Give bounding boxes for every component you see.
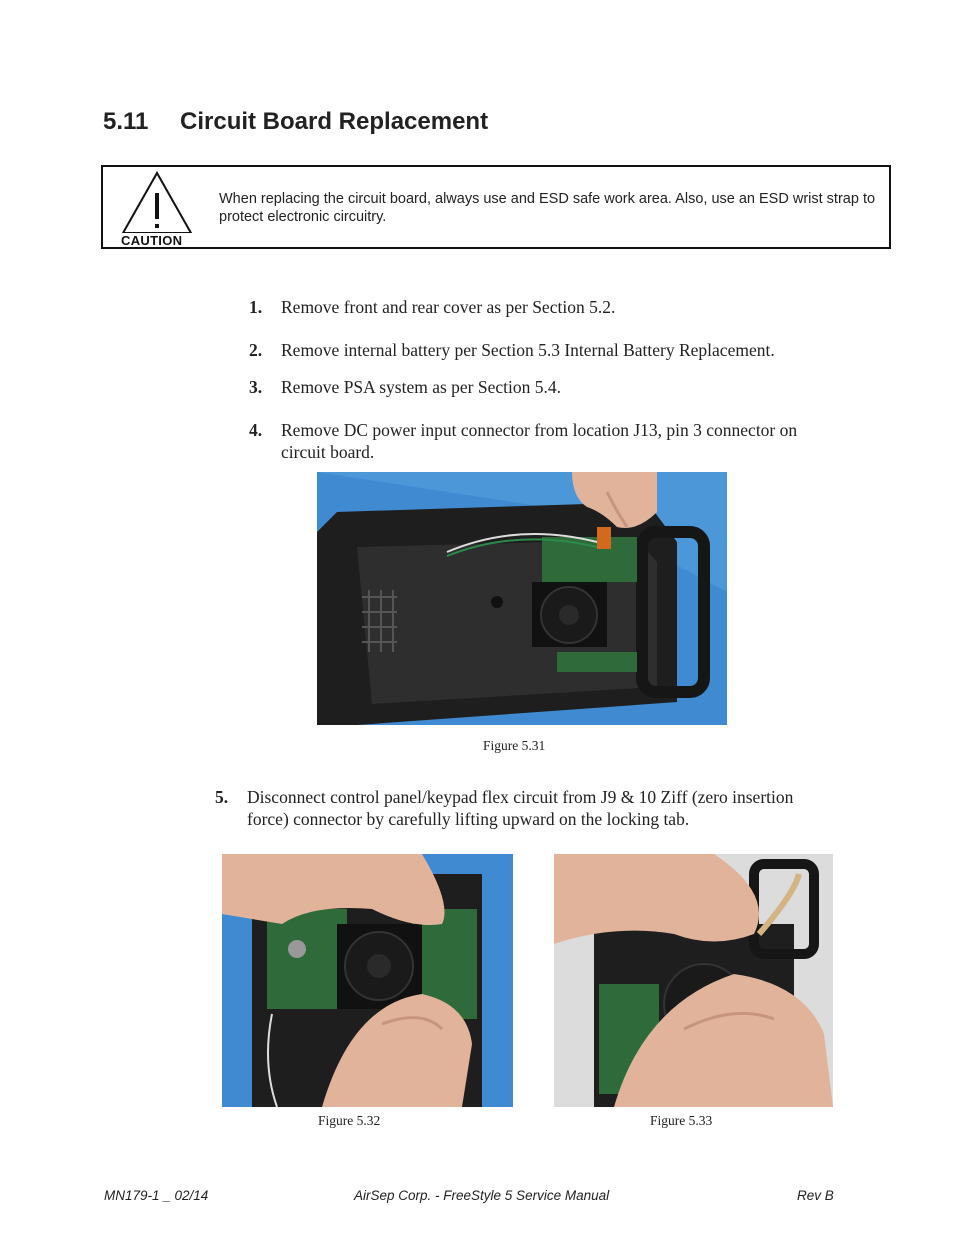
step-number: 4.	[249, 420, 263, 440]
footer-title: AirSep Corp. - FreeStyle 5 Service Manual	[354, 1188, 610, 1203]
figure-5-33-photo	[554, 854, 833, 1107]
caution-text: When replacing the circuit board, always use and ESD safe work area. Also, use an ESD wrist strap to protect electronic circuitry.	[219, 191, 876, 225]
figure-caption: Figure 5.32	[318, 1113, 381, 1128]
step-text: Remove DC power input connector from location J13, pin 3 connector on circuit board.	[281, 420, 798, 462]
step-number: 5.	[215, 787, 229, 807]
section-title: Circuit Board Replacement	[180, 108, 489, 135]
list-item	[215, 786, 835, 830]
figure-caption: Figure 5.31	[483, 738, 546, 753]
figure-5-31-photo	[317, 472, 727, 725]
step-text: Remove PSA system as per Section 5.4.	[281, 377, 561, 397]
figure-5-32-photo	[222, 854, 513, 1107]
step-number: 1.	[249, 297, 263, 317]
list-item	[249, 296, 829, 318]
figure-caption: Figure 5.33	[650, 1113, 713, 1128]
list-item	[249, 339, 829, 361]
caution-box	[101, 165, 891, 249]
footer-revision: Rev B	[797, 1188, 834, 1203]
section-heading	[103, 108, 488, 136]
footer-doc-id: MN179-1 _ 02/14	[104, 1188, 209, 1203]
step-number: 3.	[249, 377, 263, 397]
list-item	[249, 376, 829, 398]
section-number: 5.11	[103, 108, 149, 135]
caution-icon	[121, 171, 197, 247]
step-text: Remove internal battery per Section 5.3 Internal Battery Replacement.	[281, 340, 775, 360]
step-text: Remove front and rear cover as per Section 5.2.	[281, 297, 616, 317]
list-item	[249, 419, 839, 463]
step-text: Disconnect control panel/keypad flex circuit from J9 & 10 Ziff (zero insertion force) connector by carefully lifting upward on the locking tab.	[247, 787, 794, 829]
step-number: 2.	[249, 340, 263, 360]
caution-icon-label: CAUTION	[121, 233, 183, 248]
